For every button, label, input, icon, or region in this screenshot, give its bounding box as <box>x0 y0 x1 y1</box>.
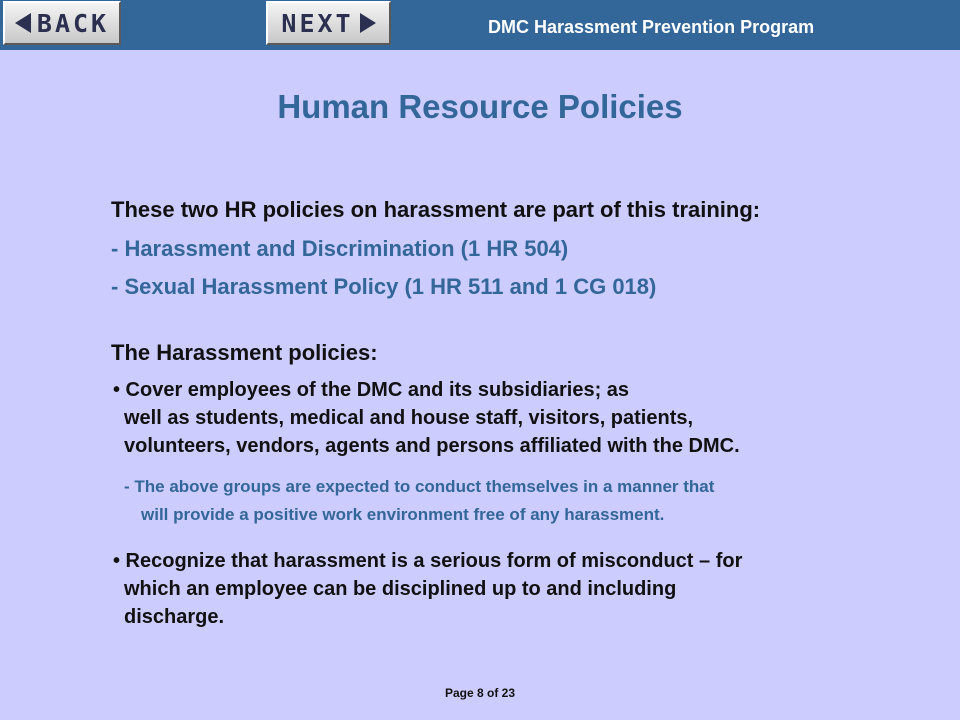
bullet-line: discharge. <box>124 606 225 628</box>
header-bar <box>0 0 960 50</box>
bullet-line: • Cover employees of the DMC and its subsidiaries; as <box>113 379 630 401</box>
bullet-line: well as students, medical and house staff, visitors, patients, <box>124 407 694 429</box>
back-button[interactable] <box>3 1 121 45</box>
bullet-line: which an employee can be disciplined up to and including <box>124 578 677 600</box>
page-indicator: Page 8 of 23 <box>444 686 516 700</box>
back-button-label: BACK <box>36 8 110 38</box>
arrow-right-icon <box>360 13 376 33</box>
bullet-line: volunteers, vendors, agents and persons affiliated with the DMC. <box>124 435 740 457</box>
page-title: Human Resource Policies <box>277 88 683 125</box>
arrow-left-icon <box>15 13 31 33</box>
note-line: will provide a positive work environment free of any harassment. <box>141 505 665 524</box>
policy-item: - Sexual Harassment Policy (1 HR 511 and 1 CG 018) <box>111 274 657 299</box>
next-button[interactable] <box>266 1 391 45</box>
bullet-line: • Recognize that harassment is a serious form of misconduct – for <box>113 550 743 572</box>
intro-text: These two HR policies on harassment are part of this training: <box>111 197 761 222</box>
section-heading: The Harassment policies: <box>111 340 378 365</box>
next-button-label: NEXT <box>281 8 354 38</box>
program-title: DMC Harassment Prevention Program <box>488 17 815 37</box>
policy-item: - Harassment and Discrimination (1 HR 504) <box>111 236 569 261</box>
note-line: - The above groups are expected to conduct themselves in a manner that <box>124 477 715 496</box>
